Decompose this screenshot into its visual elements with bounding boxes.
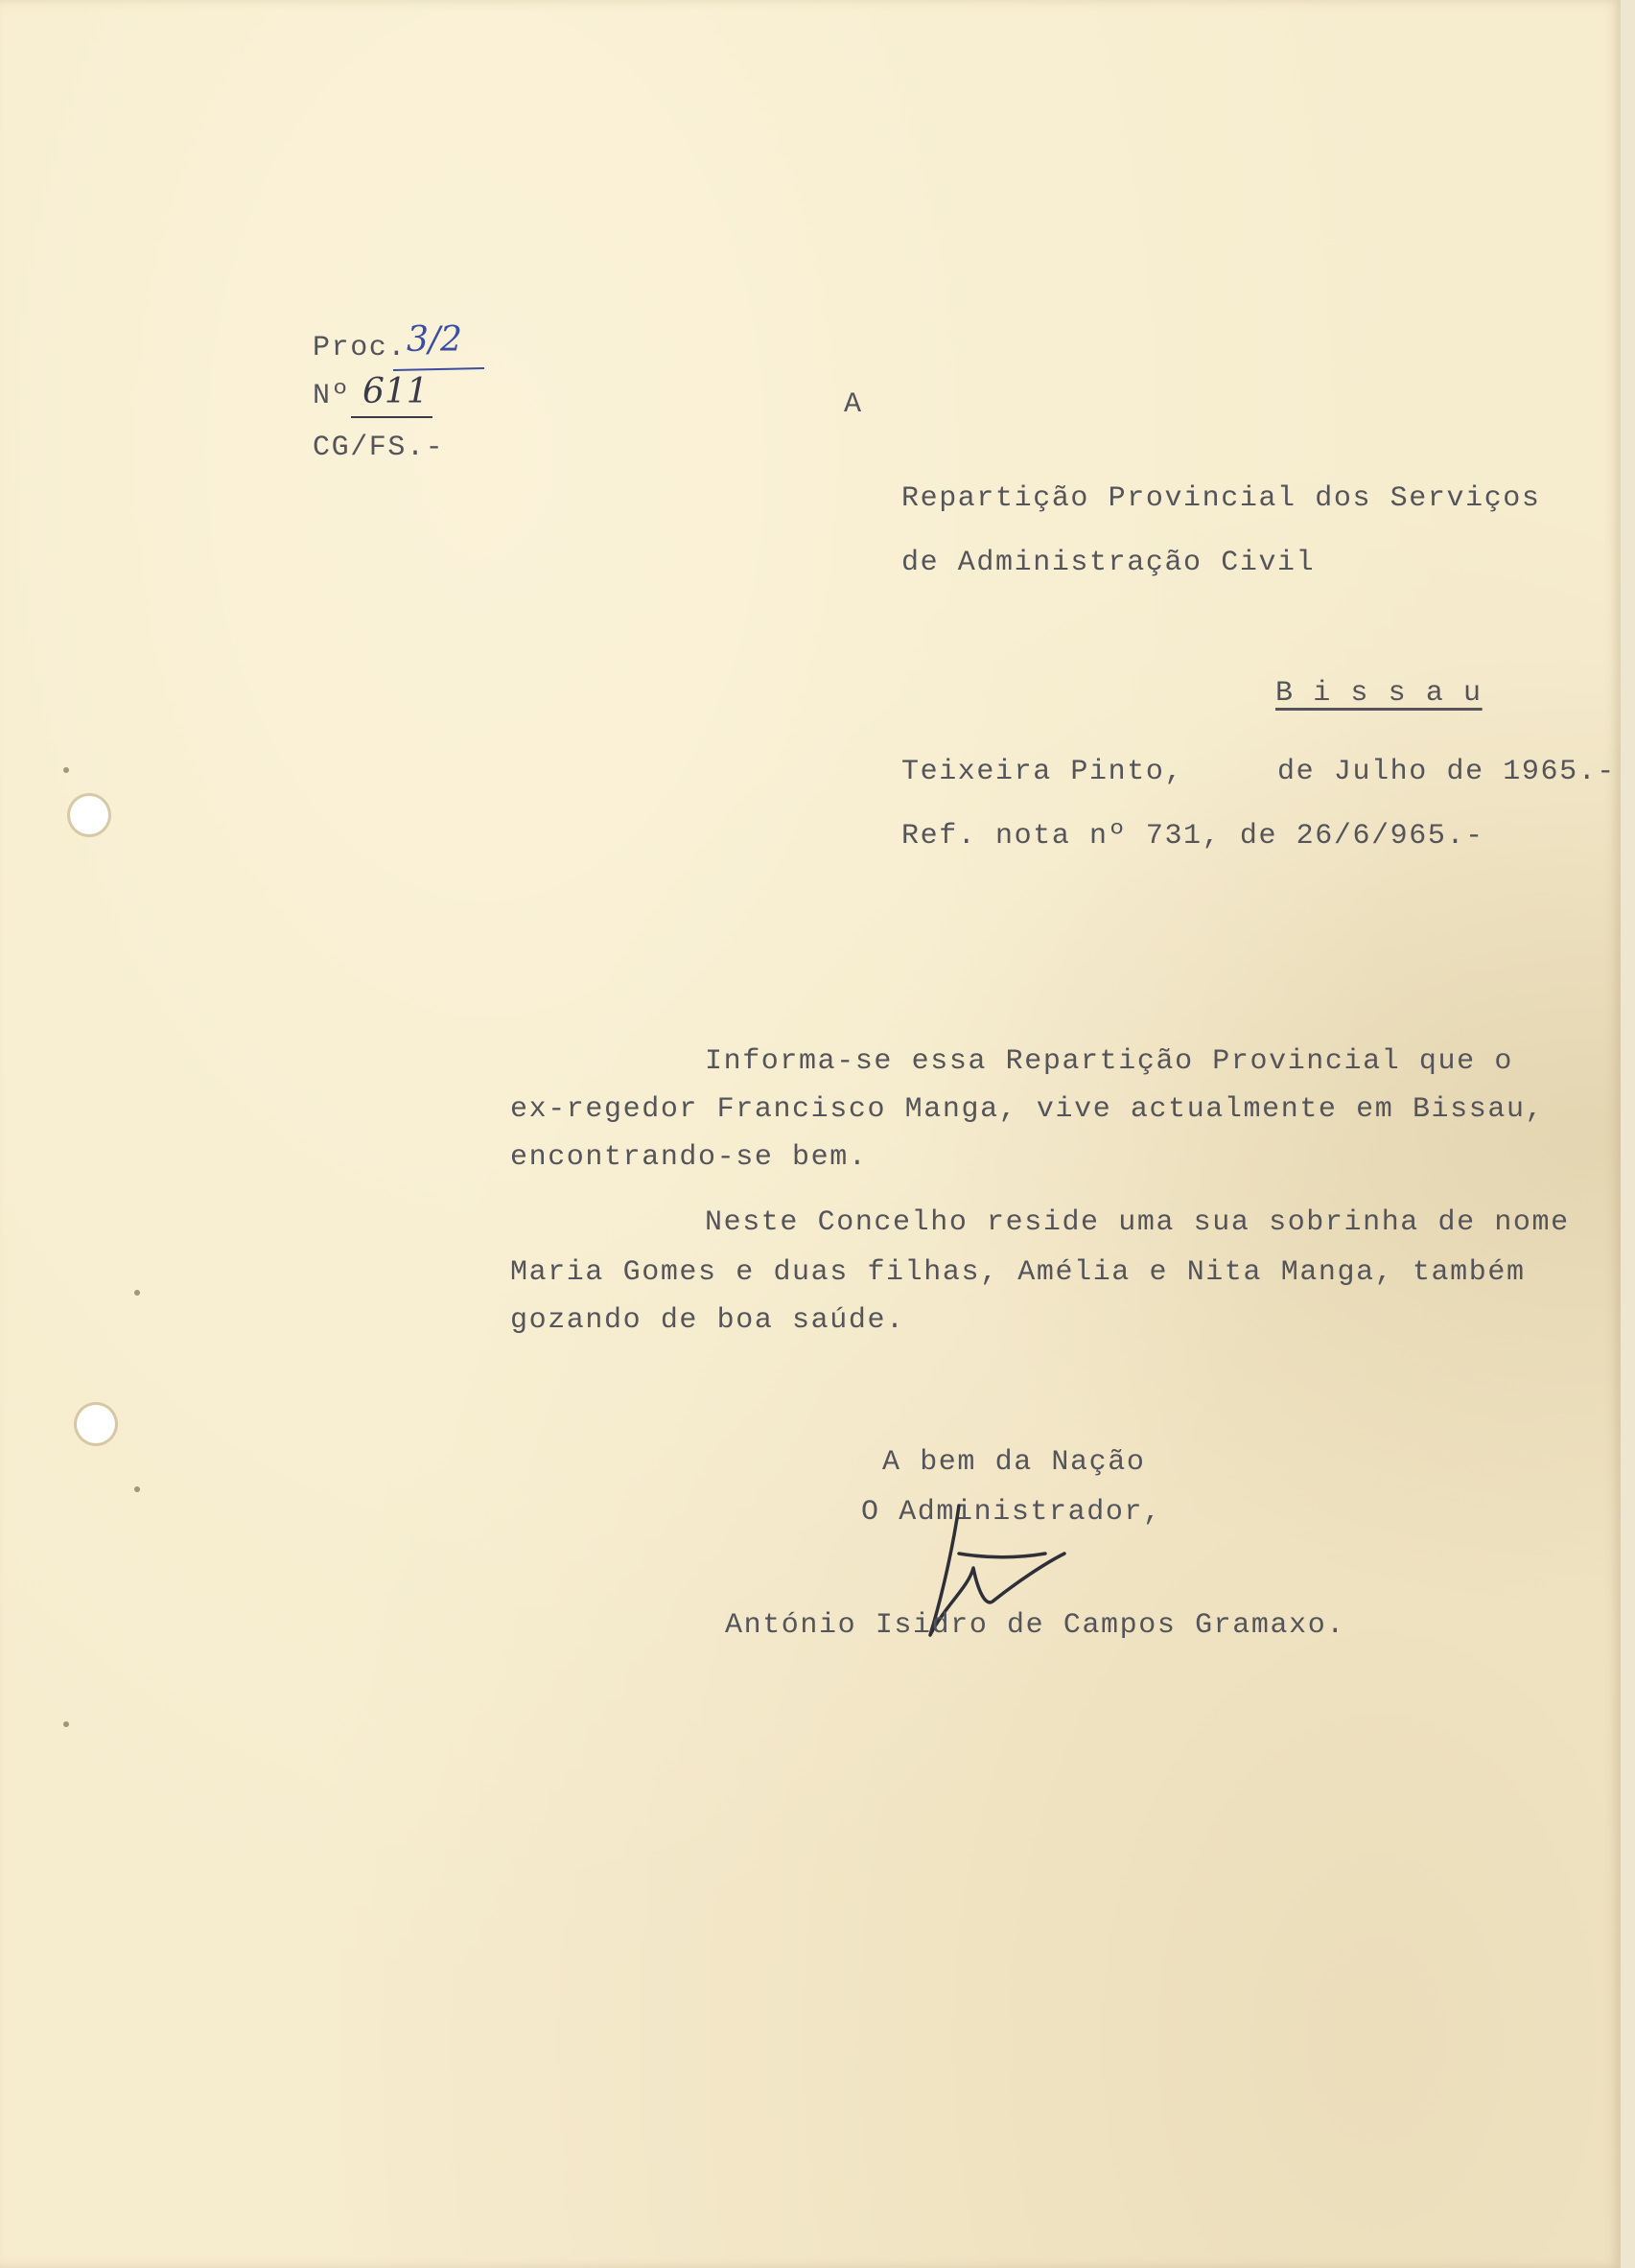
addressee-line-1: Repartição Provincial dos Serviços [901,482,1541,515]
body-paragraph-1-line-1: Informa-se essa Repartição Provincial que o [705,1045,1513,1078]
paper-speck [63,1721,69,1727]
closing-title: O Administrador, [861,1496,1162,1529]
addressee-prefix: A [844,388,863,421]
paper-speck [134,1486,140,1492]
body-paragraph-2-line-2: Maria Gomes e duas filhas, Amélia e Nita Manga, também [510,1256,1526,1289]
reference-note: Ref. nota nº 731, de 26/6/965.- [901,820,1484,853]
addressee-line-2: de Administração Civil [901,547,1316,579]
reference-code: CG/FS.- [313,432,445,464]
number-label: Nº [313,380,351,412]
closing-motto: A bem da Nação [882,1446,1146,1479]
punch-hole-bottom [77,1405,115,1443]
punch-hole-top [70,796,108,834]
addressee-city: B i s s a u [1275,677,1483,710]
signatory-name: António Isidro de Campos Gramaxo. [725,1609,1345,1642]
proc-label: Proc. [313,332,408,364]
body-paragraph-1-line-2: ex-regedor Francisco Manga, vive actualmente em Bissau, [510,1093,1545,1126]
body-paragraph-1-line-3: encontrando-se bem. [510,1141,868,1174]
place-and-date: Teixeira Pinto, de Julho de 1965.- [901,756,1616,788]
proc-handwritten-value: 3/2 [407,320,462,360]
body-paragraph-2-line-3: gozando de boa saúde. [510,1304,905,1337]
number-handwritten-value: 611 [362,372,429,411]
paper-speck [134,1290,140,1296]
paper-speck [63,767,69,773]
number-underline [351,414,447,424]
body-paragraph-2-line-1: Neste Concelho reside uma sua sobrinha de nome [705,1206,1570,1239]
